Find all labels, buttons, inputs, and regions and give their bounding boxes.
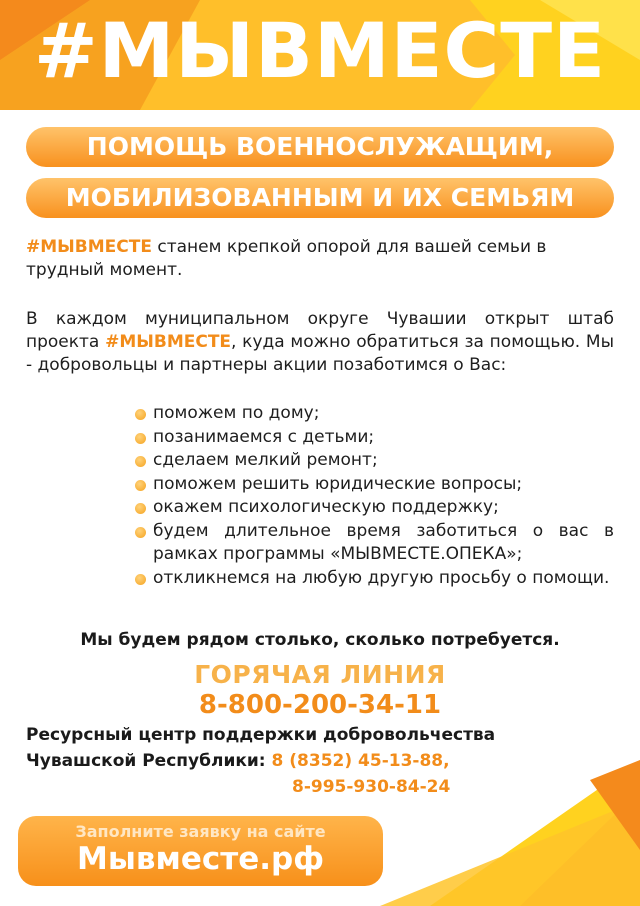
banner-line-2: МОБИЛИЗОВАННЫМ И ИХ СЕМЬЯМ <box>26 178 614 218</box>
resource-phone-1[interactable]: 8 (8352) 45-13-88, <box>271 751 450 771</box>
hotline-title: ГОРЯЧАЯ ЛИНИЯ <box>194 660 446 689</box>
help-list <box>132 402 614 590</box>
banner-line-1: ПОМОЩЬ ВОЕННОСЛУЖАЩИМ, <box>26 127 614 167</box>
hotline-phone[interactable]: 8-800-200-34-11 <box>198 690 442 720</box>
list-item: откликнемся на любую другую просьбу о помощи. <box>132 567 614 591</box>
list-item: сделаем мелкий ремонт; <box>132 449 614 473</box>
intro-body: станем крепкой опорой для вашей семьи в трудный момент. <box>26 237 547 280</box>
list-item: позанимаемся с детьми; <box>132 426 614 450</box>
bullet-dot-icon <box>135 574 146 585</box>
bullet-dot-icon <box>135 456 146 467</box>
bullet-dot-icon <box>135 503 146 514</box>
resource-phone-2[interactable]: 8-995-930-84-24 <box>292 777 451 797</box>
paragraph-after: , куда можно обратиться за помощью. Мы - добровольцы и партнеры акции позаботимся о Вас: <box>26 332 614 375</box>
paragraph-before: В каждом муниципальном округе Чувашии открыт штаб проекта <box>26 309 614 352</box>
website-cta-button[interactable] <box>18 816 383 886</box>
hashtag-title: #МЫВМЕСТЕ <box>33 6 607 95</box>
bullet-dot-icon <box>135 433 146 444</box>
list-item: поможем решить юридические вопросы; <box>132 473 614 497</box>
intro-text <box>26 236 616 282</box>
list-item: поможем по дому; <box>132 402 614 426</box>
hashtag-inline: #МЫВМЕСТЕ <box>105 332 232 352</box>
bullet-dot-icon <box>135 480 146 491</box>
resource-center-region: Чувашской Республики: 8 (8352) 45-13-88, <box>26 751 450 771</box>
resource-center-name: Ресурсный центр поддержки добровольчества <box>26 725 496 745</box>
list-item: окажем психологическую поддержку; <box>132 496 614 520</box>
bullet-dot-icon <box>135 409 146 420</box>
description-paragraph <box>26 308 614 377</box>
together-statement: Мы будем рядом столько, сколько потребуется. <box>80 630 560 650</box>
hashtag-inline: #МЫВМЕСТЕ <box>26 237 152 257</box>
cta-caption: Заполните заявку на сайте <box>75 822 326 841</box>
bullet-dot-icon <box>135 527 146 538</box>
cta-website-link[interactable]: Мывместе.рф <box>77 841 324 877</box>
list-item: будем длительное время заботиться о вас в рамках программы «МЫВМЕСТЕ.ОПЕКА»; <box>132 520 614 567</box>
